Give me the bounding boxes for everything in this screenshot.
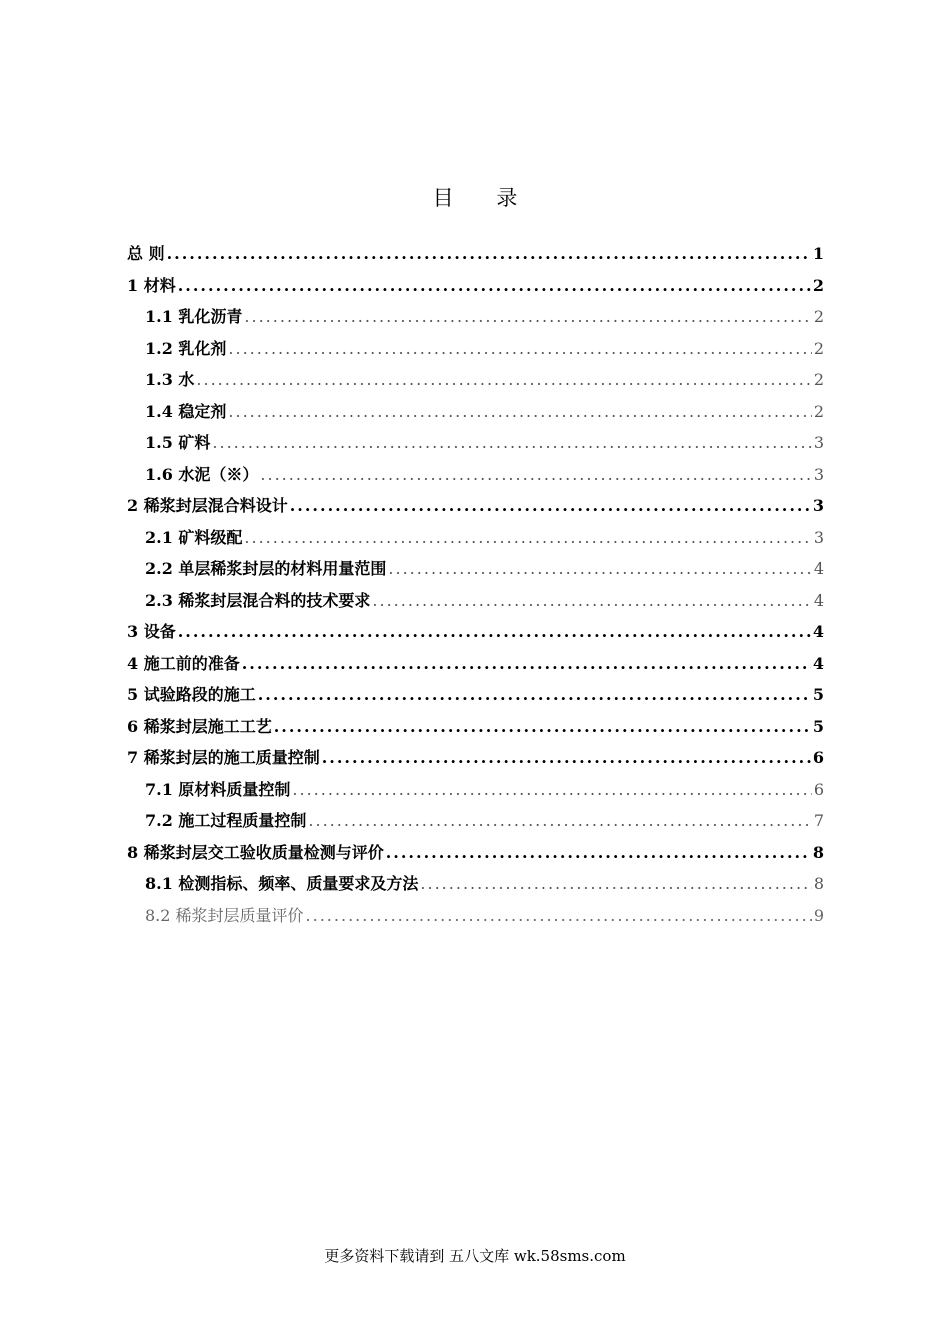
toc-entry-page-number: 3: [813, 433, 824, 452]
toc-entry-page-number: 5: [812, 685, 824, 704]
toc-entry[interactable]: [127, 301, 824, 333]
toc-leader-dots: [308, 805, 811, 837]
toc-entry-label: 2.2 单层稀浆封层的材料用量范围: [145, 559, 387, 578]
toc-leader-dots: [386, 837, 811, 869]
toc-entry-page-number: 2: [812, 275, 824, 295]
toc-entry-label: 8 稀浆封层交工验收质量检测与评价: [127, 842, 384, 862]
toc-entry[interactable]: [127, 616, 824, 648]
toc-entry-page-number: 2: [813, 338, 824, 358]
footer-text: 更多资料下载请到 五八文库 wk.58sms.com: [324, 1247, 626, 1265]
toc-entry[interactable]: [127, 364, 824, 396]
toc-leader-dots: [244, 522, 811, 554]
toc-entry[interactable]: [127, 805, 824, 837]
toc-entry[interactable]: [127, 648, 824, 680]
toc-entry[interactable]: [127, 490, 824, 522]
toc-entry[interactable]: [127, 900, 824, 932]
toc-entry[interactable]: [127, 868, 824, 900]
page-title: 目 录: [432, 186, 536, 210]
toc-leader-dots: [228, 333, 811, 365]
toc-leader-dots: [242, 648, 811, 680]
toc-entry[interactable]: [127, 270, 824, 302]
toc-entry-label: 7.2 施工过程质量控制: [145, 811, 307, 830]
toc-entry-page-number: 4: [813, 559, 824, 578]
toc-entry-page-number: 6: [812, 748, 824, 767]
toc-entry[interactable]: [127, 837, 824, 869]
toc-leader-dots: [178, 616, 811, 648]
toc-entry-label: 6 稀浆封层施工工艺: [127, 716, 272, 736]
toc-leader-dots: [178, 270, 811, 302]
toc-entry-page-number: 8: [812, 842, 824, 862]
toc-leader-dots: [322, 742, 811, 774]
toc-entry-label: 8.1 检测指标、频率、质量要求及方法: [145, 874, 419, 893]
toc-entry[interactable]: [127, 711, 824, 743]
toc-entry-label: 总 则: [127, 244, 165, 263]
toc-entry-page-number: 5: [812, 716, 824, 736]
toc-entry-page-number: 4: [812, 622, 824, 641]
toc-leader-dots: [420, 868, 811, 900]
toc-entry-label: 1.2 乳化剂: [145, 338, 227, 358]
toc-entry-page-number: 9: [813, 905, 824, 925]
toc-entry[interactable]: [127, 585, 824, 617]
toc-entry[interactable]: [127, 238, 824, 270]
toc-leader-dots: [167, 238, 811, 270]
toc-entry-page-number: 8: [813, 874, 824, 893]
toc-entry-page-number: 3: [813, 464, 824, 484]
toc-entry-page-number: 4: [813, 590, 824, 610]
toc-entry[interactable]: [127, 679, 824, 711]
toc-entry-label: 7.1 原材料质量控制: [145, 779, 291, 799]
toc-entry-page-number: 2: [813, 307, 824, 326]
toc-leader-dots: [388, 553, 811, 585]
toc-entry-label: 5 试验路段的施工: [127, 685, 256, 704]
toc-entry-label: 1.5 矿料: [145, 433, 211, 452]
toc-entry-page-number: 7: [813, 811, 824, 830]
toc-entry-label: 3 设备: [127, 622, 176, 641]
toc-entry-label: 2.1 矿料级配: [145, 527, 243, 547]
toc-entry[interactable]: [127, 774, 824, 806]
table-of-contents: [127, 238, 824, 931]
toc-entry-page-number: 3: [812, 496, 824, 515]
toc-entry[interactable]: [127, 553, 824, 585]
toc-entry-page-number: 2: [813, 370, 824, 389]
toc-entry-page-number: 6: [813, 779, 824, 799]
toc-entry-label: 2.3 稀浆封层混合料的技术要求: [145, 590, 371, 610]
toc-entry[interactable]: [127, 333, 824, 365]
toc-entry[interactable]: [127, 742, 824, 774]
toc-leader-dots: [372, 585, 811, 617]
toc-leader-dots: [292, 774, 811, 806]
toc-leader-dots: [306, 900, 812, 932]
toc-entry-page-number: 1: [812, 244, 824, 263]
toc-leader-dots: [260, 459, 811, 491]
toc-leader-dots: [290, 490, 811, 522]
toc-leader-dots: [228, 396, 811, 428]
toc-entry[interactable]: [127, 459, 824, 491]
toc-leader-dots: [212, 427, 811, 459]
toc-entry[interactable]: [127, 396, 824, 428]
toc-entry-label: 1.6 水泥（※）: [145, 464, 259, 484]
toc-entry-label: 1.3 水: [145, 370, 195, 389]
toc-entry-label: 1.1 乳化沥青: [145, 307, 243, 326]
toc-entry[interactable]: [127, 522, 824, 554]
toc-entry-label: 1 材料: [127, 275, 176, 295]
toc-leader-dots: [274, 711, 811, 743]
toc-entry-label: 7 稀浆封层的施工质量控制: [127, 748, 320, 767]
toc-entry-label: 4 施工前的准备: [127, 653, 240, 673]
toc-entry-page-number: 2: [813, 401, 824, 421]
toc-entry-page-number: 4: [812, 653, 824, 673]
toc-entry-label: 2 稀浆封层混合料设计: [127, 496, 288, 515]
toc-entry-label: 1.4 稳定剂: [145, 401, 227, 421]
toc-leader-dots: [244, 301, 811, 333]
toc-leader-dots: [258, 679, 811, 711]
toc-entry-page-number: 3: [813, 527, 824, 547]
toc-entry-label: 8.2 稀浆封层质量评价: [145, 905, 304, 925]
toc-leader-dots: [196, 364, 811, 396]
toc-entry[interactable]: [127, 427, 824, 459]
